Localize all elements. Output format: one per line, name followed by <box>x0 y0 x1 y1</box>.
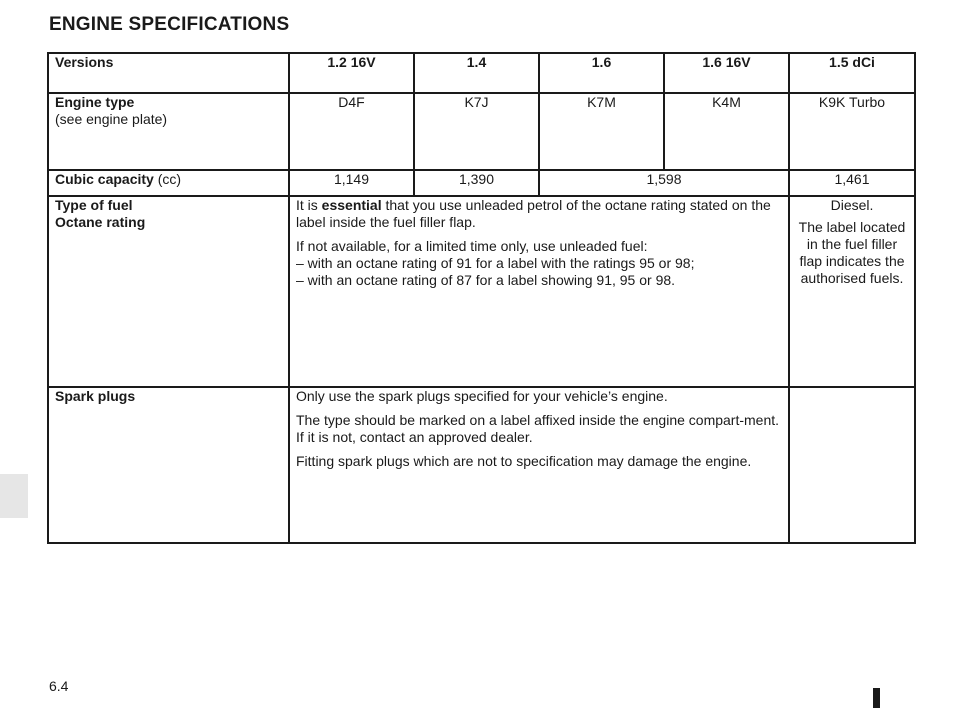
engine-type-label: Engine type <box>55 94 135 110</box>
header-version-1-6: 1.6 <box>539 53 664 93</box>
table-row-fuel <box>48 196 915 387</box>
engine-type-label-cell <box>48 93 289 170</box>
petrol-text-post: that you use unleaded petrol of the octane rating stated on the label inside the fuel filler flap. <box>296 197 771 230</box>
page-edge-mark-icon <box>873 688 880 708</box>
petrol-text-emphasis: essential <box>321 197 382 213</box>
table-row-spark-plugs <box>48 387 915 543</box>
spark-plugs-label-cell <box>48 387 289 543</box>
spark-plugs-label: Spark plugs <box>55 388 136 404</box>
header-version-1-2-16v: 1.2 16V <box>289 53 414 93</box>
fuel-type-label: Type of fuel <box>55 197 133 213</box>
petrol-note: If not available, for a limited time only, use unleaded fuel: <box>296 238 648 254</box>
table-row-cubic-capacity <box>48 170 915 196</box>
petrol-fuel-cell <box>289 196 789 387</box>
engine-type-value: K7M <box>539 93 664 170</box>
spark-plugs-text: The type should be marked on a label affixed inside the engine compart-ment. If it is not, contact an approved dealer. <box>296 412 780 445</box>
cubic-capacity-value: 1,390 <box>414 170 539 196</box>
engine-spec-table <box>47 52 916 544</box>
engine-type-value: K4M <box>664 93 789 170</box>
diesel-label: Diesel. <box>830 197 874 213</box>
header-version-1-4: 1.4 <box>414 53 539 93</box>
spark-plugs-info-cell <box>289 387 789 543</box>
petrol-text-pre: It is <box>296 197 322 213</box>
cubic-capacity-label-cell <box>48 170 289 196</box>
petrol-bullet: – with an octane rating of 91 for a label with the ratings 95 or 98; <box>296 255 695 271</box>
engine-type-value: K9K Turbo <box>789 93 915 170</box>
page-title: ENGINE SPECIFICATIONS <box>49 14 290 35</box>
engine-type-sublabel: (see engine plate) <box>55 111 168 127</box>
octane-rating-label: Octane rating <box>55 214 146 230</box>
header-versions: Versions <box>48 53 289 93</box>
engine-type-value: K7J <box>414 93 539 170</box>
table-row-engine-type <box>48 93 915 170</box>
page-number: 6.4 <box>49 678 69 694</box>
cubic-capacity-value: 1,598 <box>539 170 789 196</box>
header-version-1-6-16v: 1.6 16V <box>664 53 789 93</box>
cubic-capacity-unit: (cc) <box>157 171 182 187</box>
petrol-bullet: – with an octane rating of 87 for a label showing 91, 95 or 98. <box>296 272 676 288</box>
header-version-1-5-dci: 1.5 dCi <box>789 53 915 93</box>
spark-plugs-text: Only use the spark plugs specified for your vehicle’s engine. <box>296 388 668 404</box>
spark-plugs-empty-cell <box>789 387 915 543</box>
diesel-fuel-cell <box>789 196 915 387</box>
cubic-capacity-label: Cubic capacity <box>55 171 154 187</box>
diesel-note: The label located in the fuel filler flap indicates the authorised fuels. <box>798 219 906 286</box>
petrol-requirement-text <box>296 197 782 231</box>
fuel-label-cell <box>48 196 289 387</box>
cubic-capacity-value: 1,461 <box>789 170 915 196</box>
chapter-tab-marker <box>0 474 28 518</box>
table-header-row <box>48 53 915 93</box>
cubic-capacity-value: 1,149 <box>289 170 414 196</box>
engine-type-value: D4F <box>289 93 414 170</box>
spark-plugs-text: Fitting spark plugs which are not to specification may damage the engine. <box>296 453 752 469</box>
